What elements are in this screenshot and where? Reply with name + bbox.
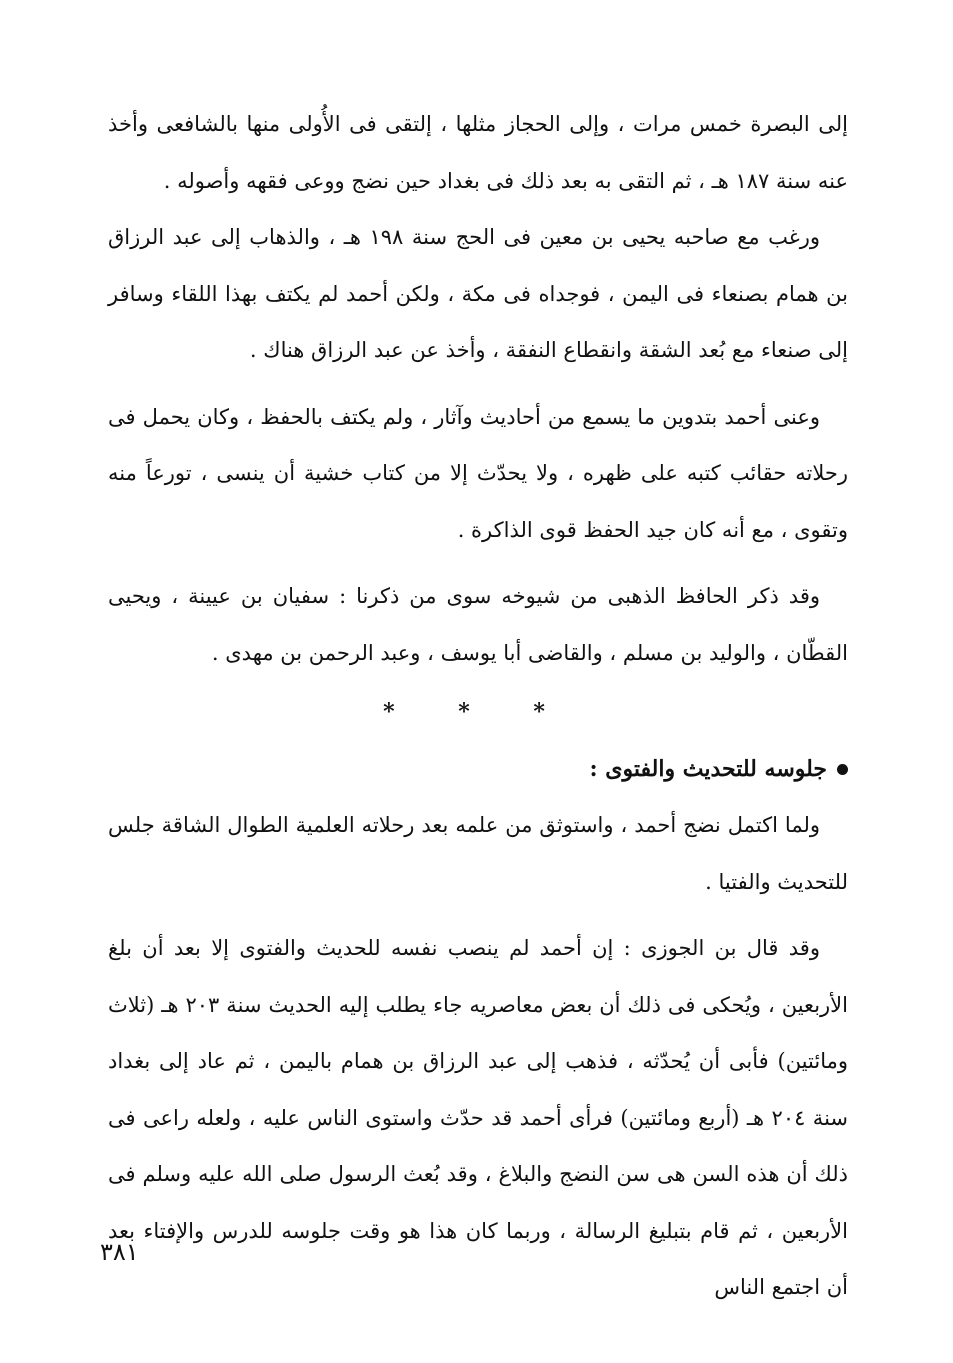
- paragraph-teachers-list: وقد ذكر الحافظ الذهبى من شيوخه سوى من ذكرنا : سفيان بن عيينة ، ويحيى القطّان ، والوليد بن مسلم ، والقاضى أبا يوسف ، وعبد الرحمن بن مهدى .: [108, 584, 848, 665]
- section-separator: * * *: [383, 699, 573, 725]
- section-heading: [108, 741, 848, 797]
- page-number: ٣٨١: [100, 1238, 139, 1266]
- section-heading-text: جلوسه للتحديث والفتوى :: [589, 756, 827, 782]
- paragraph-basra-hijaz: إلى البصرة خمس مرات ، وإلى الحجاز مثلها ، إلتقى فى الأُولى منها بالشافعى وأخذ عنه سنة ١٨٧ هـ ، ثم التقى به بعد ذلك فى بغداد حين نضج ووعى فقهه وأصوله .: [108, 112, 848, 193]
- paragraph-ibn-al-jawzi: وقد قال بن الجوزى : إن أحمد لم ينصب نفسه للحديث والفتوى إلا بعد أن بلغ الأربعين ، ويُحكى فى ذلك أن بعض معاصريه جاء يطلب إليه الحديث سنة ٢٠٣ هـ (ثلاث ومائتين) فأبى أن يُحدّثه ، فذهب إلى عبد الرزاق بن همام باليمن ، ثم عاد إلى بغداد سنة ٢٠٤ هـ (أربع ومائتين) فرأى أحمد قد حدّث واستوى الناس عليه ، ولعله راعى فى ذلك أن هذه السن هى سن النضج والبلاغ ، وقد بُعث الرسول صلى الله عليه وسلم فى الأربعين ، ثم قام بتبليغ الرسالة ، وربما كان هذا هو وقت جلوسه للدرس والإفتاء بعد أن اجتمع الناس: [108, 936, 848, 1299]
- book-page-body: [108, 96, 848, 1316]
- bullet-icon: [837, 764, 848, 775]
- paragraph-yahya-ibn-main: ورغب مع صاحبه يحيى بن معين فى الحج سنة ١٩٨ هـ ، والذهاب إلى عبد الرزاق بن همام بصنعاء فى اليمن ، فوجداه فى مكة ، ولكن أحمد لم يكتف بهذا اللقاء وسافر إلى صنعاء مع بُعد الشقة وانقطاع النفقة ، وأخذ عن عبد الرزاق هناك .: [108, 225, 848, 362]
- paragraph-hadith-recording: وعنى أحمد بتدوين ما يسمع من أحاديث وآثار ، ولم يكتف بالحفظ ، وكان يحمل فى رحلاته حقائب كتبه على ظهره ، ولا يحدّث إلا من كتاب خشية أن ينسى ، تورعاً منه وتقوى ، مع أنه كان جيد الحفظ قوى الذاكرة .: [108, 404, 848, 542]
- paragraph-maturity: ولما اكتمل نضج أحمد ، واستوثق من علمه بعد رحلاته العلمية الطوال الشاقة جلس للتحديث والفتيا .: [108, 813, 848, 894]
